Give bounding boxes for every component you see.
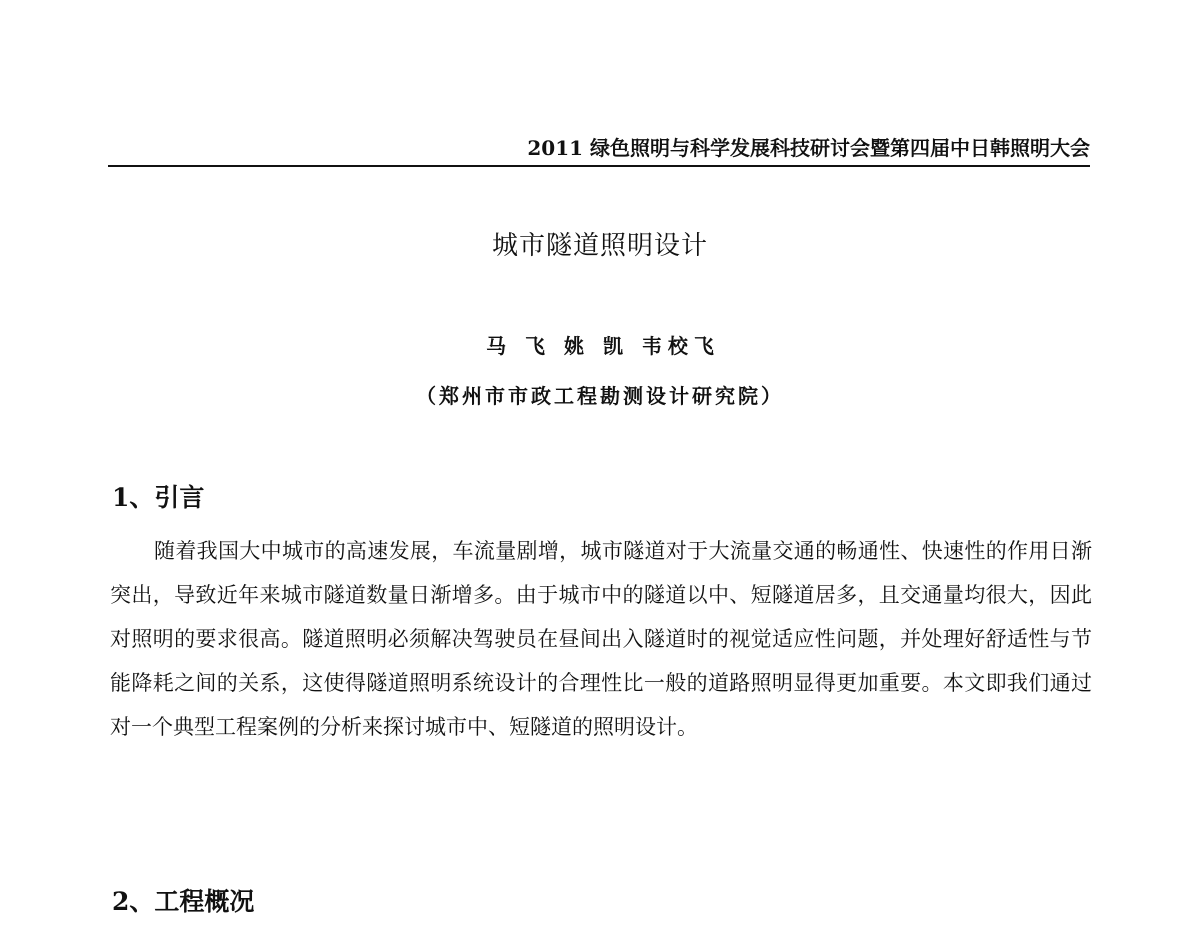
- section-heading-introduction: 1、引言: [112, 483, 205, 512]
- authors: 马 飞 姚 凯 韦校飞: [486, 334, 720, 358]
- header-rule: [108, 165, 1090, 167]
- affiliation: （郑州市市政工程勘测设计研究院）: [416, 384, 784, 408]
- running-header: 2011 绿色照明与科学发展科技研讨会暨第四届中日韩照明大会: [527, 136, 1090, 160]
- section-heading-project-overview: 2、工程概况: [112, 887, 255, 916]
- paper-title: 城市隧道照明设计: [491, 231, 708, 261]
- section-body-introduction: 随着我国大中城市的高速发展，车流量剧增，城市隧道对于大流量交通的畅通性、快速性的作用日渐突出，导致近年来城市隧道数量日渐增多。由于城市中的隧道以中、短隧道居多，且交通量均很大，因此对照明的要求很高。隧道照明必须解决驾驶员在昼间出入隧道时的视觉适应性问题，并处理好舒适性与节能降耗之间的关系，这使得隧道照明系统设计的合理性比一般的道路照明显得更加重要。本文即我们通过对一个典型工程案例的分析来探讨城市中、短隧道的照明设计。: [110, 539, 1092, 739]
